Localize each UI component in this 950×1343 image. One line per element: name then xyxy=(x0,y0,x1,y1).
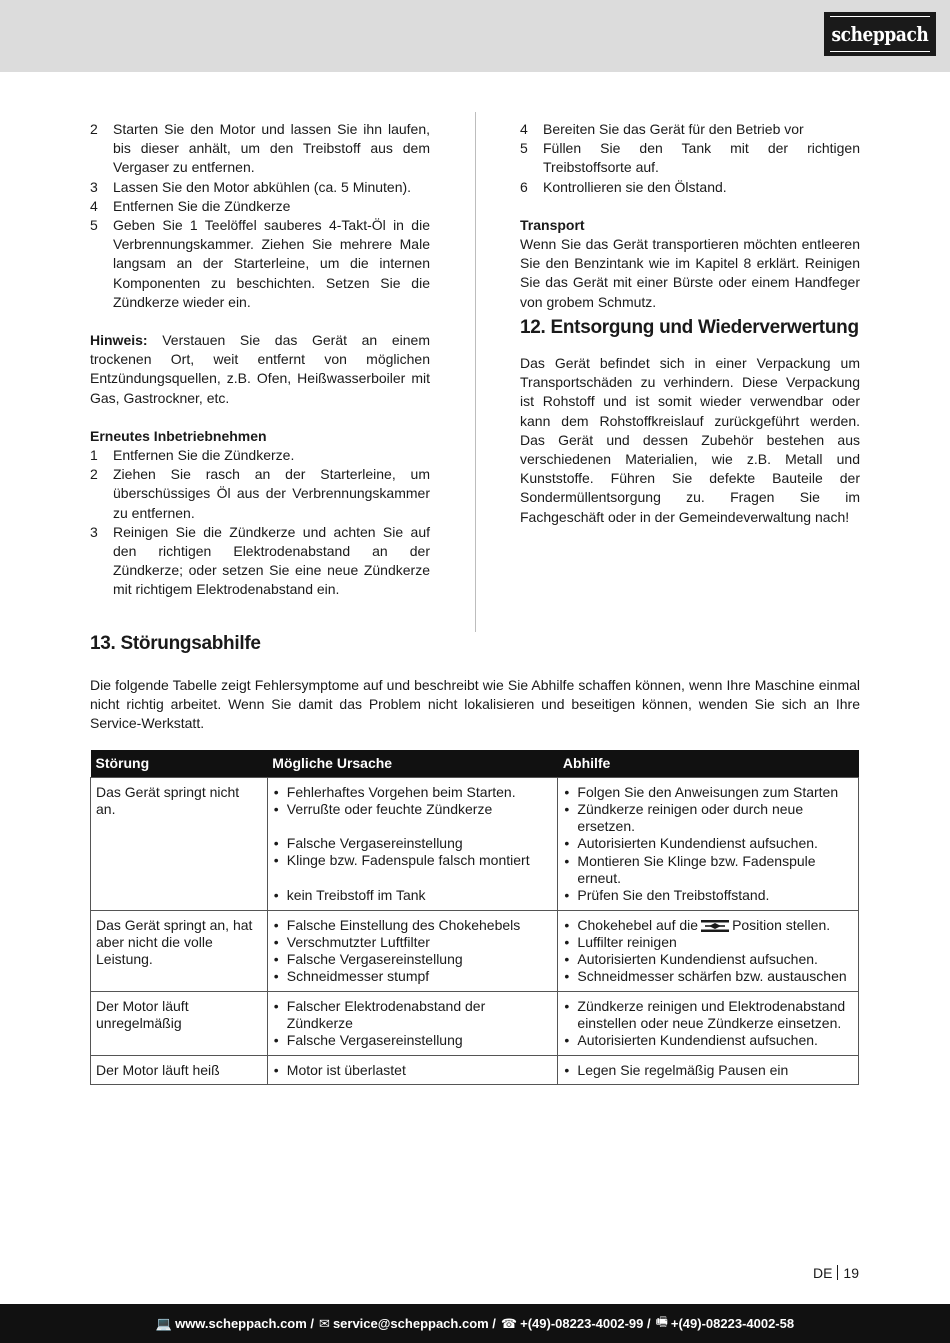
section-12-text: Das Gerät befindet sich in einer Verpackung um Transportschäden zu verhindern. Diese Verpackung ist Rohstoff und ist somit wieder verwendbar oder kann dem Rohstoffkreislauf zurückgeführt werden. Das Gerät und dessen Zubehör bestehen aus verschiedenen Materialien, wie z.B. Metall und Kunststoffe. Führen Sie defekte Bauteile der Sondermüllentsorgung zu. Fragen Sie im Fachgeschäft oder in der Gemeindeverwaltung nach! xyxy=(520,355,860,525)
scheppach-logo xyxy=(824,12,936,56)
list-item: • Zündkerze reinigen oder durch neue ersetzen. xyxy=(563,801,853,836)
remedy-cell xyxy=(558,991,859,1055)
phone-icon: ☎ xyxy=(500,1315,518,1331)
list-item: 5 Geben Sie 1 Teelöffel sauberes 4-Takt-Öl in die Verbrennungskammer. Ziehen Sie mehrere Male langsam an der Starterleine, um die internen Komponenten zu beschichten. Setzen Sie die Zündkerze wieder ein. xyxy=(90,217,430,310)
list-item: 5 Füllen Sie den Tank mit der richtigen Treibstoffsorte auf. xyxy=(520,140,860,176)
right-column xyxy=(520,120,860,527)
section-13 xyxy=(90,633,860,734)
footer-fax: +(49)-08223-4002-58 xyxy=(670,1316,795,1331)
problem-cell: Der Motor läuft heiß xyxy=(91,1055,268,1084)
cause-cell xyxy=(267,777,558,910)
list-item: • Fehlerhaftes Vorgehen beim Starten. xyxy=(273,784,553,801)
list-item: • Verrußte oder feuchte Zündkerze xyxy=(273,801,553,818)
list-item: 2 Ziehen Sie rasch an der Starterleine, um überschüssiges Öl aus der Verbrennungskammer zu entfernen. xyxy=(90,466,430,521)
note-label: Hinweis: xyxy=(90,332,148,349)
list-item: • Klinge bzw. Fadenspule falsch montiert xyxy=(273,852,553,869)
storage-note xyxy=(90,331,430,408)
choke-position-icon xyxy=(701,919,729,933)
table-row xyxy=(91,910,859,991)
cause-cell xyxy=(267,991,558,1055)
section-13-intro: Die folgende Tabelle zeigt Fehlersymptome auf und beschreibt wie Sie Abhilfe schaffen können, wenn Ihre Maschine einmal nicht richtig arbeitet. Wenn Sie damit das Problem nicht lokalisieren und beseitigen können, wenden Sie sich an Ihre Service-Werkstatt. xyxy=(90,677,860,732)
cause-cell xyxy=(267,1055,558,1084)
list-item: 1 Entfernen Sie die Zündkerze. xyxy=(90,447,295,464)
list-item: • Luffilter reinigen xyxy=(563,934,853,951)
list-item: 4 Entfernen Sie die Zündkerze xyxy=(90,197,291,214)
computer-icon: 💻 xyxy=(155,1315,173,1331)
table-row xyxy=(91,991,859,1055)
list-item: • Schneidmesser stumpf xyxy=(273,968,553,985)
transport-text: Wenn Sie das Gerät transportieren möchten entleeren Sie den Benzintank wie im Kapitel 8 erklärt. Reinigen Sie das Gerät mit einer Bürste oder einem Handfeger von grobem Schmutz. xyxy=(520,236,860,310)
page-number xyxy=(813,1265,859,1281)
table-header-row xyxy=(91,750,859,777)
restart-heading: Erneutes Inbetriebnehmen xyxy=(90,427,267,444)
remedy-cell xyxy=(558,1055,859,1084)
cause-cell xyxy=(267,910,558,991)
remedy-cell xyxy=(558,910,859,991)
transport-heading: Transport xyxy=(520,216,585,233)
troubleshooting-table xyxy=(90,750,859,1085)
list-item: 2 Starten Sie den Motor und lassen Sie ihn laufen, bis dieser anhält, um den Treibstoff aus dem Vergaser zu entfernen. xyxy=(90,121,430,176)
list-item: • Autorisierten Kundendienst aufsuchen. xyxy=(563,835,853,852)
problem-cell: Der Motor läuft unregelmäßig xyxy=(91,991,268,1055)
section-13-title: 13. Störungsabhilfe xyxy=(90,633,261,654)
list-item: • Falscher Elektrodenabstand der Zündkerze xyxy=(273,998,553,1033)
left-column xyxy=(90,120,430,600)
column-divider xyxy=(475,112,476,632)
list-item: • Falsche Vergasereinstellung xyxy=(273,951,553,968)
list-item: • Autorisierten Kundendienst aufsuchen. xyxy=(563,1032,853,1049)
section-12-title: 12. Entsorgung und Wiederverwertung xyxy=(520,316,859,338)
logo-text: scheppach xyxy=(831,22,929,46)
footer-web: www.scheppach.com / xyxy=(175,1316,315,1331)
mail-icon: ✉ xyxy=(319,1315,330,1331)
list-item: 3 Lassen Sie den Motor abkühlen (ca. 5 Minuten). xyxy=(90,178,412,195)
footer-phone: +(49)-08223-4002-99 / xyxy=(520,1316,651,1331)
list-item: • Motor ist überlastet xyxy=(273,1062,553,1079)
list-item: • Falsche Vergasereinstellung xyxy=(273,835,553,852)
page-number-value: 19 xyxy=(843,1265,859,1281)
list-item: • Montieren Sie Klinge bzw. Fadenspule erneut. xyxy=(563,853,853,888)
list-item: • Falsche Einstellung des Chokehebels xyxy=(273,917,553,934)
problem-cell: Das Gerät springt nicht an. xyxy=(91,777,268,910)
column-header-cause: Mögliche Ursache xyxy=(267,750,558,777)
remedy-cell xyxy=(558,777,859,910)
list-item: 3 Reinigen Sie die Zündkerze und achten Sie auf den richtigen Elektrodenabstand an der Zündkerze; oder setzen Sie eine neue Zündkerze mit richtigem Elektrodenabstand ein. xyxy=(90,523,430,598)
footer-bar xyxy=(0,1304,950,1343)
table-row xyxy=(91,1055,859,1084)
fax-icon: 🖷 xyxy=(655,1313,668,1329)
list-item: • Zündkerze reinigen und Elektrodenabstand einstellen oder neue Zündkerze einsetzen. xyxy=(563,998,853,1033)
footer-email: service@scheppach.com / xyxy=(332,1316,496,1331)
list-item: • Folgen Sie den Anweisungen zum Starten xyxy=(563,784,853,801)
restart-steps-list xyxy=(90,446,430,600)
column-header-problem: Störung xyxy=(91,750,268,777)
list-item: • Falsche Vergasereinstellung xyxy=(273,1032,553,1049)
list-item: • Chokehebel auf die Position stellen. xyxy=(563,917,853,934)
list-item: 6 Kontrollieren sie den Ölstand. xyxy=(520,178,727,195)
list-item: • kein Treibstoff im Tank xyxy=(273,887,553,904)
table-row xyxy=(91,777,859,910)
operation-steps-list xyxy=(520,120,860,197)
note-text: Verstauen Sie das Gerät an einem trockenen Ort, weit entfernt von möglichen Entzündungsquellen, z.B. Ofen, Heißwasserboiler mit Gas, Gastrockner, etc. xyxy=(90,332,430,406)
list-item: • Prüfen Sie den Treibstoffstand. xyxy=(563,887,853,904)
storage-steps-list xyxy=(90,120,430,312)
problem-cell: Das Gerät springt an, hat aber nicht die volle Leistung. xyxy=(91,910,268,991)
page-language: DE xyxy=(812,1265,833,1281)
column-header-remedy: Abhilfe xyxy=(558,750,859,777)
list-item: • Legen Sie regelmäßig Pausen ein xyxy=(563,1062,853,1079)
list-item: • Schneidmesser schärfen bzw. austauschen xyxy=(563,968,853,985)
list-item: 4 Bereiten Sie das Gerät für den Betrieb vor xyxy=(520,121,804,137)
header-bar xyxy=(0,0,950,72)
list-item: • Verschmutzter Luftfilter xyxy=(273,934,553,951)
list-item: • Autorisierten Kundendienst aufsuchen. xyxy=(563,951,853,968)
